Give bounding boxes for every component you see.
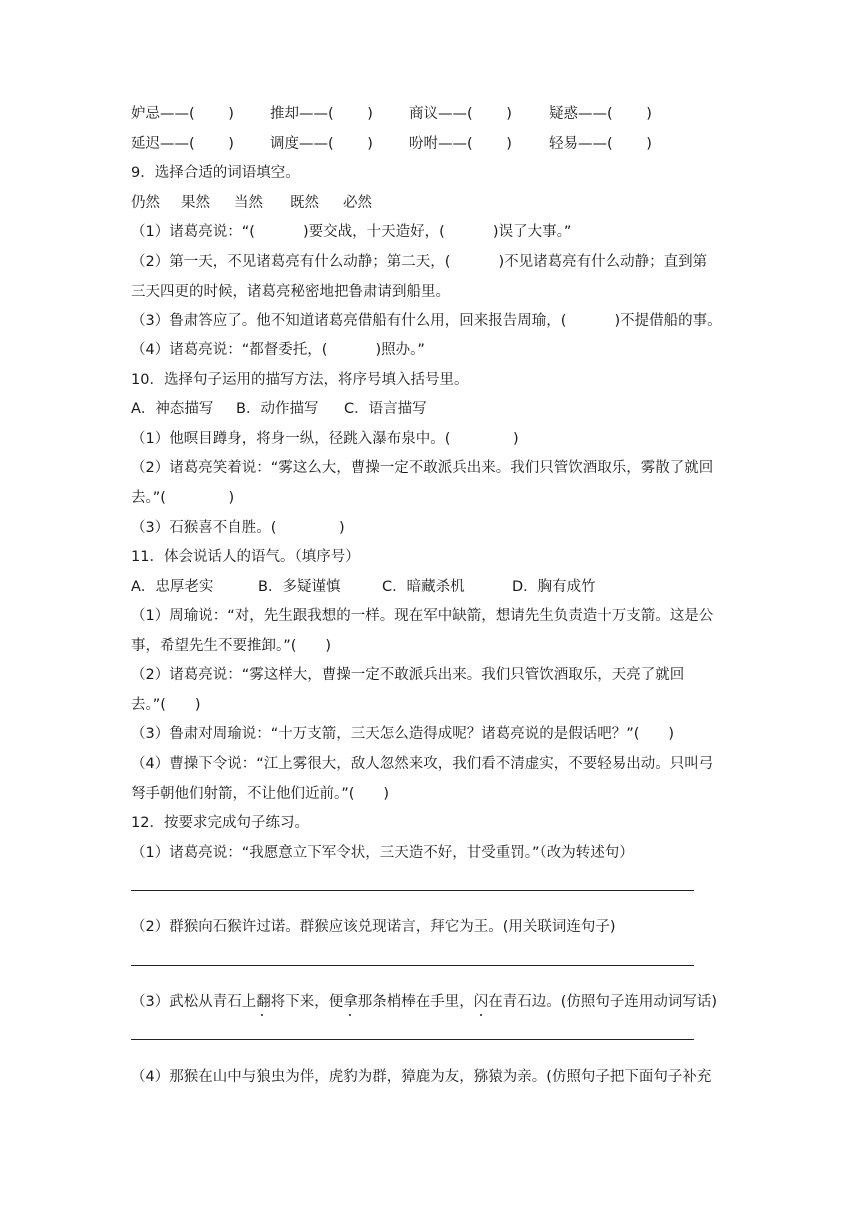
answer-line[interactable] [131, 890, 694, 891]
emphasis-dot [480, 1014, 482, 1016]
word-pair: 推却——( ) [270, 106, 373, 122]
answer-line[interactable] [131, 1039, 694, 1040]
word-option: 果然 [181, 195, 210, 211]
question-11-title: 11．体会说话人的语气。（填序号） [131, 549, 360, 565]
emphasis-dot [261, 1014, 263, 1016]
question-10-title: 10．选择句子运用的描写方法，将序号填入括号里。 [131, 372, 469, 388]
word-option: 当然 [234, 195, 263, 211]
word-pair: 轻易——( ) [549, 136, 652, 152]
word-pair: 延迟——( ) [131, 136, 234, 152]
question-9-item: 三天四更的时候，诸葛亮秘密地把鲁肃请到船里。 [131, 284, 450, 300]
word-pair: 调度——( ) [270, 136, 373, 152]
word-pair: 疑惑——( ) [549, 106, 652, 122]
word-pair: 商议——( ) [409, 106, 512, 122]
question-11-item: （2）诸葛亮说：“雾这样大，曹操一定不敢派兵出来。我们只管饮酒取乐，天亮了就回 [131, 667, 685, 683]
word-pair: 妒忌——( ) [131, 106, 234, 122]
question-11-item: 去。”( ) [131, 697, 201, 713]
word-option: 必然 [343, 195, 372, 211]
question-11-item: 事，希望先生不要推卸。”( ) [131, 638, 332, 654]
option: C．语言描写 [344, 401, 427, 417]
question-9-item: （1）诸葛亮说：“( )要交战，十天造好，( )误了大事。” [131, 224, 572, 240]
question-10-item: （3）石猴喜不自胜。( ) [131, 520, 345, 536]
option: D．胸有成竹 [512, 579, 596, 595]
option: C．暗藏杀机 [382, 579, 465, 595]
word-pair: 吩咐——( ) [409, 136, 512, 152]
question-10-item: （1）他暝目蹲身，将身一纵，径跳入瀑布泉中。( ) [131, 431, 519, 447]
question-12-item: （4）那猴在山中与狼虫为伴，虎豹为群，獐鹿为友，猕猿为亲。(仿照句子把下面句子补充 [131, 1069, 712, 1085]
question-11-item: （4）曹操下令说：“江上雾很大，敌人忽然来攻，我们看不清虚实，不要轻易出动。只叫弓 [131, 756, 714, 772]
question-11-item: （3）鲁肃对周瑜说：“十万支箭，三天怎么造得成呢？诸葛亮说的是假话吧？”( ) [131, 726, 675, 742]
question-12-title: 12．按要求完成句子练习。 [131, 815, 309, 831]
word-option: 仍然 [131, 195, 160, 211]
question-9-item: （4）诸葛亮说：“都督委托，( )照办。” [131, 342, 425, 358]
word-option: 既然 [290, 195, 319, 211]
question-9-item: （2）第一天，不见诸葛亮有什么动静；第二天，( )不见诸葛亮有什么动静；直到第 [131, 254, 708, 270]
question-11-item: 弩手朝他们射箭，不让他们近前。”( ) [131, 786, 390, 802]
question-10-item: 去。”( ) [131, 490, 235, 506]
question-9-item: （3）鲁肃答应了。他不知道诸葛亮借船有什么用，回来报告周瑜，( )不提借船的事。 [131, 313, 722, 329]
emphasis-dot [349, 1014, 351, 1016]
option: A．忠厚老实 [131, 579, 214, 595]
question-11-item: （1）周瑜说：“对，先生跟我想的一样。现在军中缺箭，想请先生负责造十万支箭。这是公 [131, 608, 714, 624]
option: B．多疑谨慎 [258, 579, 341, 595]
question-12-item: （1）诸葛亮说：“我愿意立下军令状，三天造不好，甘受重罚。”（改为转述句） [131, 845, 634, 861]
answer-line[interactable] [131, 965, 694, 966]
question-12-item: （3）武松从青石上翻将下来，便拿那条梢棒在手里，闪在青石边。(仿照句子连用动词写话) [131, 994, 718, 1010]
option: A．神态描写 [131, 401, 214, 417]
question-9-title: 9．选择合适的词语填空。 [131, 165, 300, 181]
option: B．动作描写 [236, 401, 319, 417]
question-12-item: （2）群猴向石猴许过诺。群猴应该兑现诺言，拜它为王。(用关联词连句子) [131, 919, 616, 935]
question-10-item: （2）诸葛亮笑着说：“雾这么大，曹操一定不敢派兵出来。我们只管饮酒取乐，雾散了就回 [131, 460, 714, 476]
